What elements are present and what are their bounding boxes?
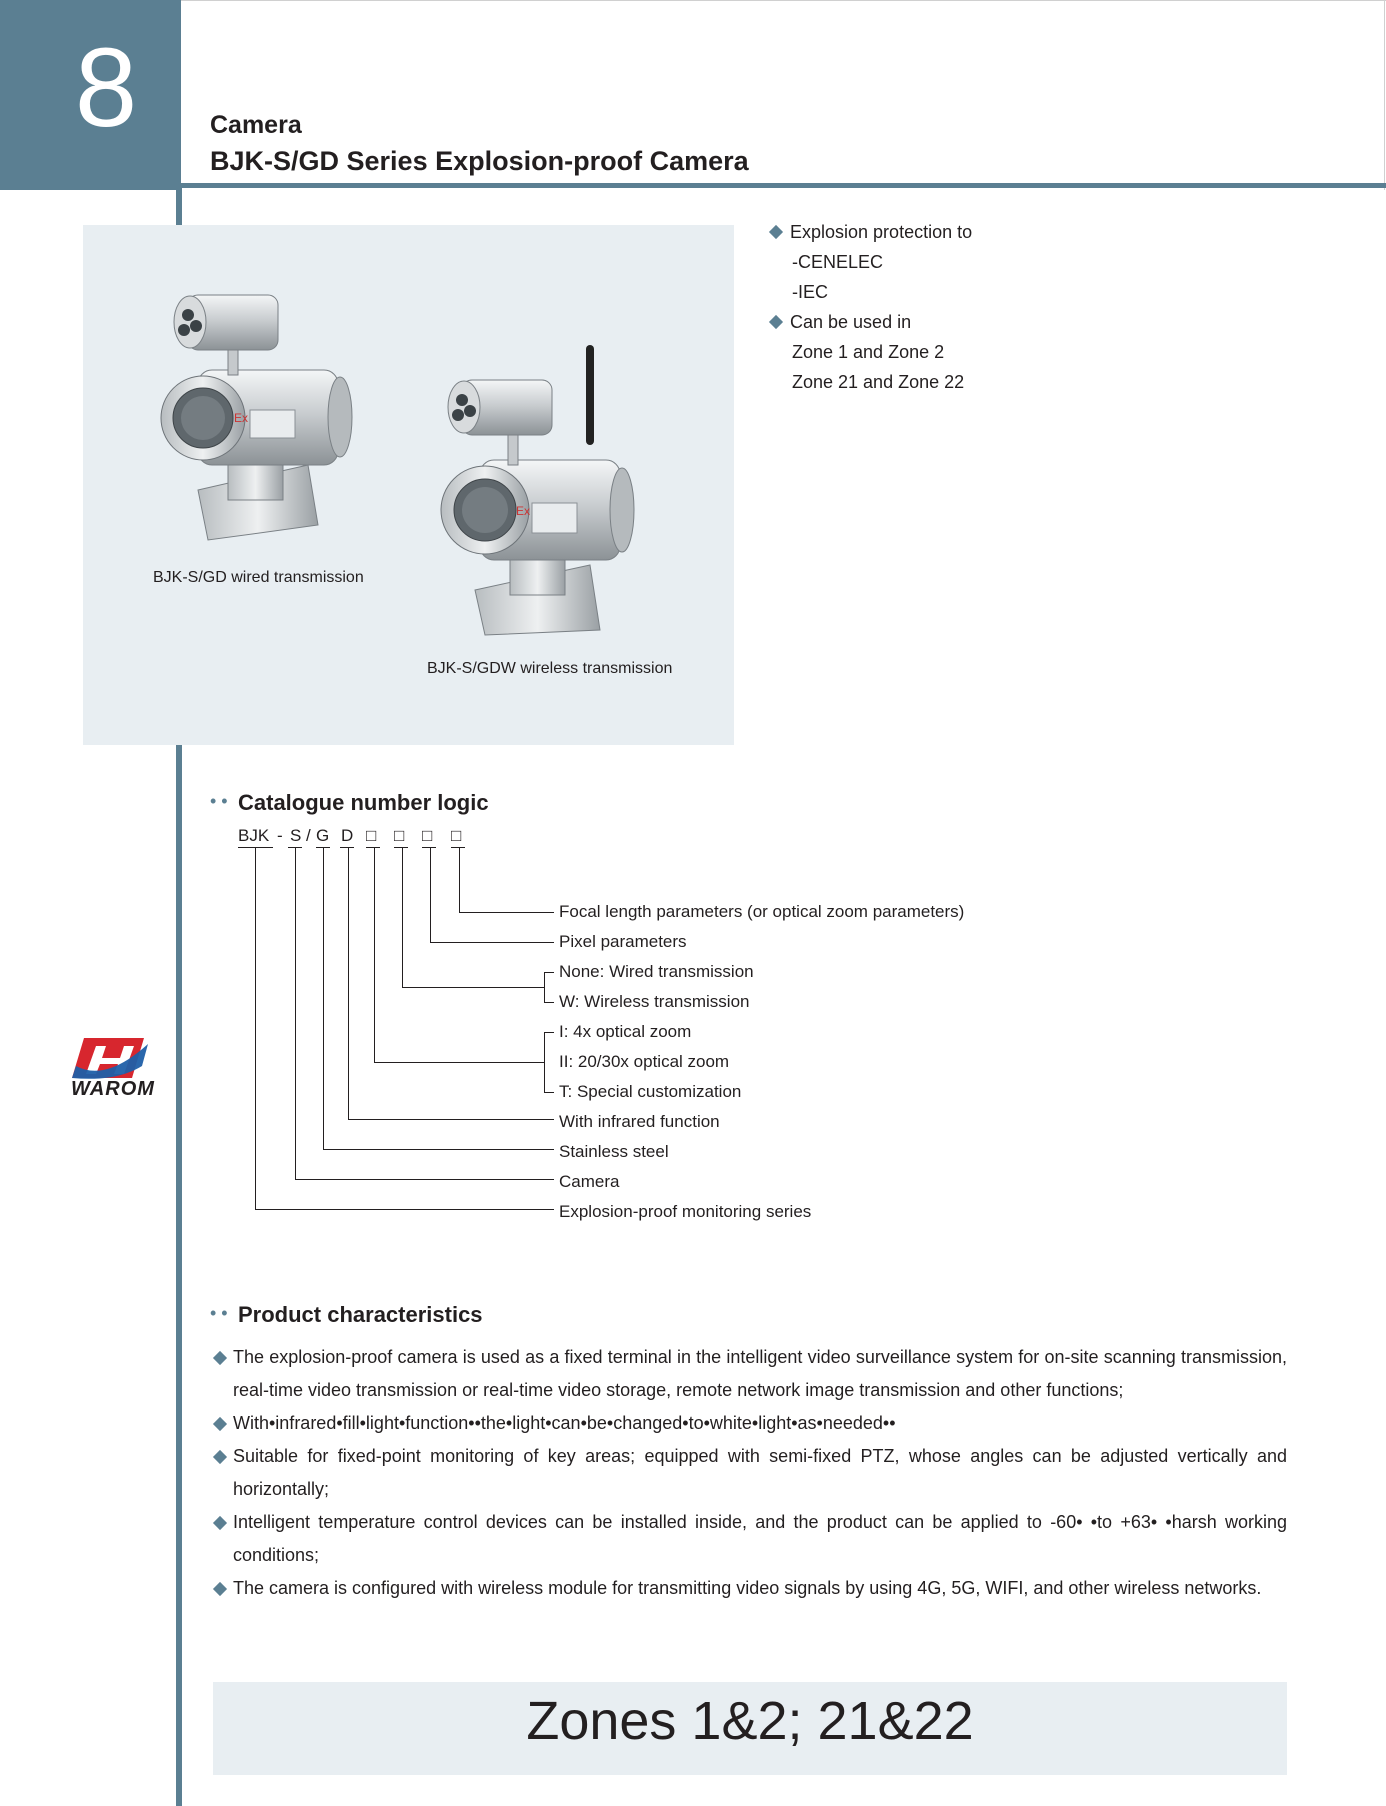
section-bullet-icon: • • bbox=[210, 791, 228, 811]
top-border bbox=[181, 0, 1386, 1]
feature-line: -IEC bbox=[792, 282, 828, 302]
zones-text: Zones 1&2; 21&22 bbox=[526, 1691, 974, 1751]
characteristic-item: Suitable for fixed-point monitoring of key areas; equipped with semi-fixed PTZ, whose angles can be adjusted vertically and horizontally; bbox=[233, 1446, 1287, 1499]
right-border bbox=[1384, 0, 1385, 190]
code-label: I: 4x optical zoom bbox=[559, 1022, 692, 1041]
caption-wireless: BJK-S/GDW wireless transmission bbox=[427, 660, 673, 677]
section-bullet-icon: • • bbox=[210, 1303, 228, 1323]
code-part: - bbox=[277, 826, 283, 845]
product-title: BJK-S/GD Series Explosion-proof Camera bbox=[210, 146, 749, 176]
code-part: □ bbox=[394, 826, 405, 845]
code-part: BJK bbox=[238, 826, 270, 845]
category-title: Camera bbox=[210, 111, 302, 139]
code-part: D bbox=[341, 826, 354, 845]
bullet-diamond-icon bbox=[213, 1516, 227, 1530]
bullet-diamond-icon bbox=[213, 1417, 227, 1431]
feature-line: Zone 21 and Zone 22 bbox=[792, 372, 965, 392]
code-label: Stainless steel bbox=[559, 1142, 669, 1161]
bullet-diamond-icon bbox=[769, 315, 783, 329]
feature-title: Can be used in bbox=[790, 312, 912, 332]
bullet-diamond-icon bbox=[769, 225, 783, 239]
svg-text:Ex: Ex bbox=[234, 411, 249, 425]
svg-text:Ex: Ex bbox=[516, 504, 531, 518]
code-label: T: Special customization bbox=[559, 1082, 742, 1101]
wireless-camera-image bbox=[440, 345, 650, 640]
code-label: II: 20/30x optical zoom bbox=[559, 1052, 730, 1071]
code-part: □ bbox=[422, 826, 433, 845]
code-label: None: Wired transmission bbox=[559, 962, 754, 981]
catalogue-heading: Catalogue number logic bbox=[238, 790, 489, 815]
code-label: Pixel parameters bbox=[559, 932, 687, 951]
bullet-diamond-icon bbox=[213, 1582, 227, 1596]
header-rule bbox=[181, 183, 1386, 188]
characteristics-heading: Product characteristics bbox=[238, 1302, 483, 1327]
caption-wired: BJK-S/GD wired transmission bbox=[153, 569, 364, 586]
code-part: □ bbox=[451, 826, 462, 845]
logo-text: WAROM bbox=[71, 1078, 155, 1100]
code-part: / bbox=[306, 826, 311, 845]
feature-line: Zone 1 and Zone 2 bbox=[792, 342, 945, 362]
feature-line: -CENELEC bbox=[792, 252, 884, 272]
characteristic-item: Intelligent temperature control devices can be installed inside, and the product can be applied to -60• •to +63• •harsh working conditions; bbox=[233, 1512, 1287, 1565]
code-part: S bbox=[290, 826, 302, 845]
code-label: With infrared function bbox=[559, 1112, 720, 1131]
wired-camera-image bbox=[158, 290, 368, 545]
code-label: W: Wireless transmission bbox=[559, 992, 750, 1011]
characteristic-item: The explosion-proof camera is used as a fixed terminal in the intelligent video surveillance system for on-site scanning transmission, real-time video transmission or real-time video storage, remote network image transmission and other functions; bbox=[233, 1347, 1287, 1400]
code-label: Focal length parameters (or optical zoom parameters) bbox=[559, 902, 965, 921]
code-part: G bbox=[316, 826, 330, 845]
bullet-diamond-icon bbox=[213, 1450, 227, 1464]
code-part: □ bbox=[366, 826, 377, 845]
feature-title: Explosion protection to bbox=[790, 222, 973, 242]
code-label: Explosion-proof monitoring series bbox=[559, 1202, 812, 1221]
characteristic-item: The camera is configured with wireless module for transmitting video signals by using 4G, 5G, WIFI, and other wireless networks. bbox=[233, 1578, 1262, 1598]
page-number: 8 bbox=[74, 25, 138, 150]
characteristic-item: With•infrared•fill•light•function••the•light•can•be•changed•to•white•light•as•needed•• bbox=[233, 1413, 896, 1433]
bullet-diamond-icon bbox=[213, 1351, 227, 1365]
code-label: Camera bbox=[559, 1172, 620, 1191]
